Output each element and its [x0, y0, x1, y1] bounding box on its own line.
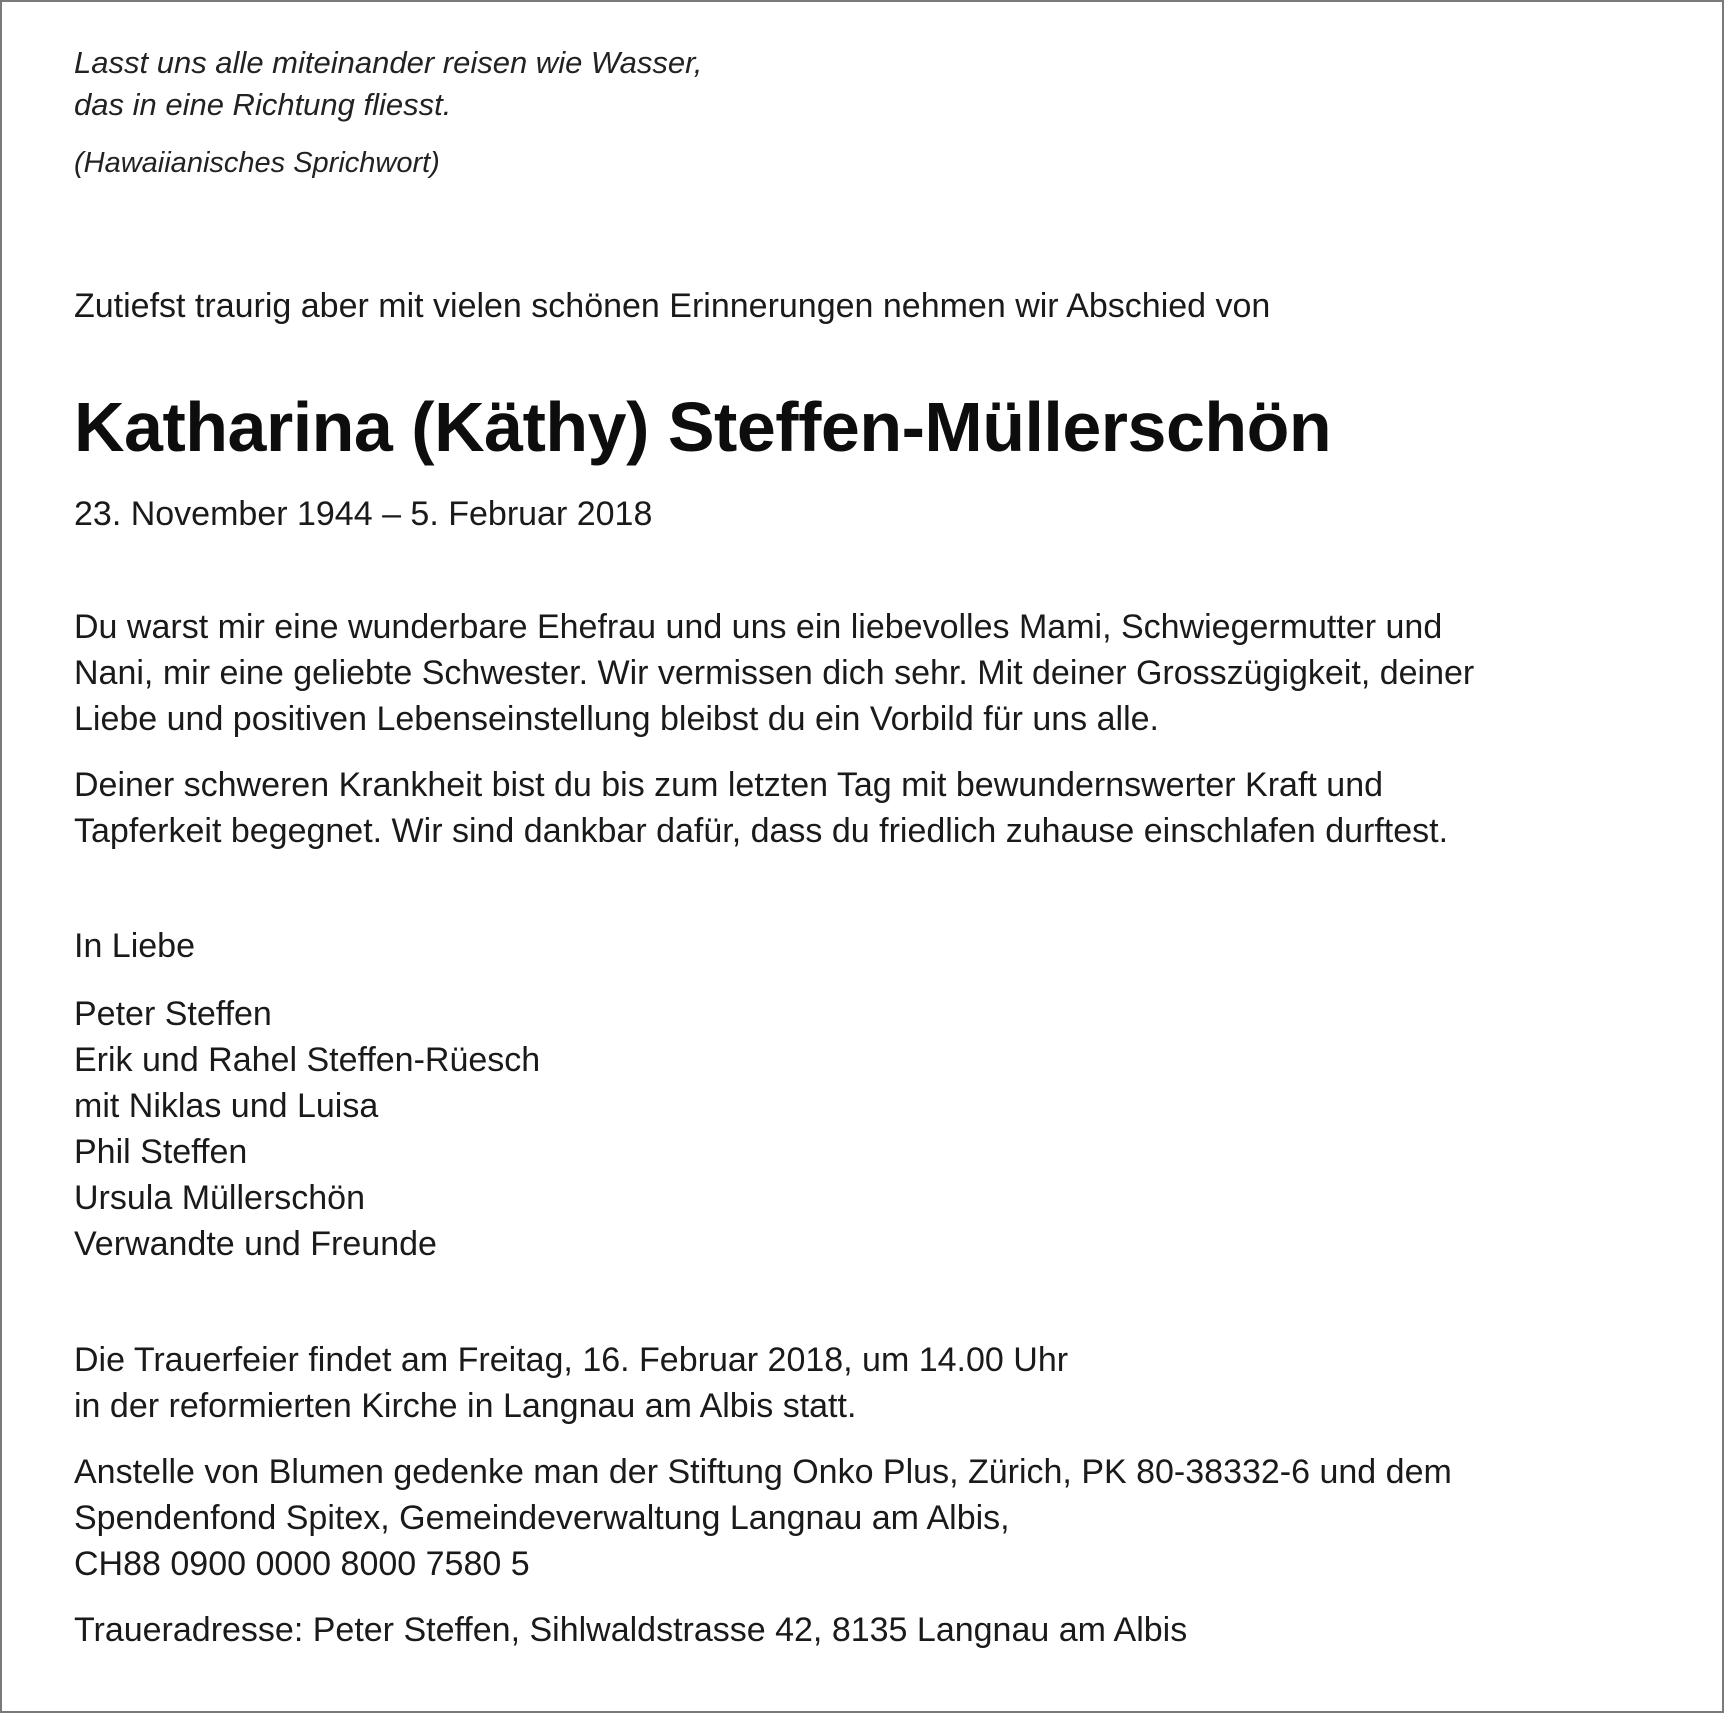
motto-line: das in eine Richtung fliesst.	[74, 87, 452, 122]
donation-info	[74, 1449, 1664, 1587]
motto-source: (Hawaiianisches Sprichwort)	[74, 147, 440, 179]
donation-line: Spendenfond Spitex, Gemeindeverwaltung Langnau am Albis,	[74, 1499, 1010, 1537]
motto-line: Lasst uns alle miteinander reisen wie Wasser,	[74, 45, 703, 80]
signer-name: Ursula Müllerschön	[74, 1179, 365, 1217]
motto-quote	[74, 42, 1664, 184]
signer-list	[74, 991, 1664, 1267]
closing-phrase: In Liebe	[74, 927, 195, 965]
signer-name: Verwandte und Freunde	[74, 1225, 437, 1263]
life-dates: 23. November 1944 – 5. Februar 2018	[74, 495, 653, 533]
tribute-line: Liebe und positiven Lebenseinstellung bleibst du ein Vorbild für uns alle.	[74, 700, 1159, 738]
intro-text: Zutiefst traurig aber mit vielen schönen Erinnerungen nehmen wir Abschied von	[74, 287, 1271, 325]
signer-name: mit Niklas und Luisa	[74, 1087, 379, 1125]
tribute-line: Deiner schweren Krankheit bist du bis zum letzten Tag mit bewundernswerter Kraft und	[74, 766, 1384, 804]
tribute-paragraph-2	[74, 762, 1664, 854]
tribute-paragraph-1	[74, 604, 1664, 742]
tribute-line: Nani, mir eine geliebte Schwester. Wir vermissen dich sehr. Mit deiner Grosszügigkeit, deiner	[74, 654, 1475, 692]
signer-name: Phil Steffen	[74, 1133, 248, 1171]
service-line: in der reformierten Kirche in Langnau am Albis statt.	[74, 1387, 857, 1425]
signer-name: Peter Steffen	[74, 995, 272, 1033]
donation-line: Anstelle von Blumen gedenke man der Stiftung Onko Plus, Zürich, PK 80-38332-6 und dem	[74, 1453, 1452, 1491]
service-line: Die Trauerfeier findet am Freitag, 16. Februar 2018, um 14.00 Uhr	[74, 1341, 1069, 1379]
signer-name: Erik und Rahel Steffen-Rüesch	[74, 1041, 541, 1079]
funeral-service-info	[74, 1337, 1664, 1429]
deceased-name: Katharina (Käthy) Steffen-Müllerschön	[74, 388, 1332, 466]
tribute-line: Du warst mir eine wunderbare Ehefrau und uns ein liebevolles Mami, Schwiegermutter und	[74, 608, 1443, 646]
donation-line: CH88 0900 0000 8000 7580 5	[74, 1545, 530, 1583]
mourning-address: Traueradresse: Peter Steffen, Sihlwaldstrasse 42, 8135 Langnau am Albis	[74, 1611, 1188, 1649]
obituary-content	[74, 42, 1664, 1653]
tribute-line: Tapferkeit begegnet. Wir sind dankbar dafür, dass du friedlich zuhause einschlafen durftest.	[74, 812, 1449, 850]
